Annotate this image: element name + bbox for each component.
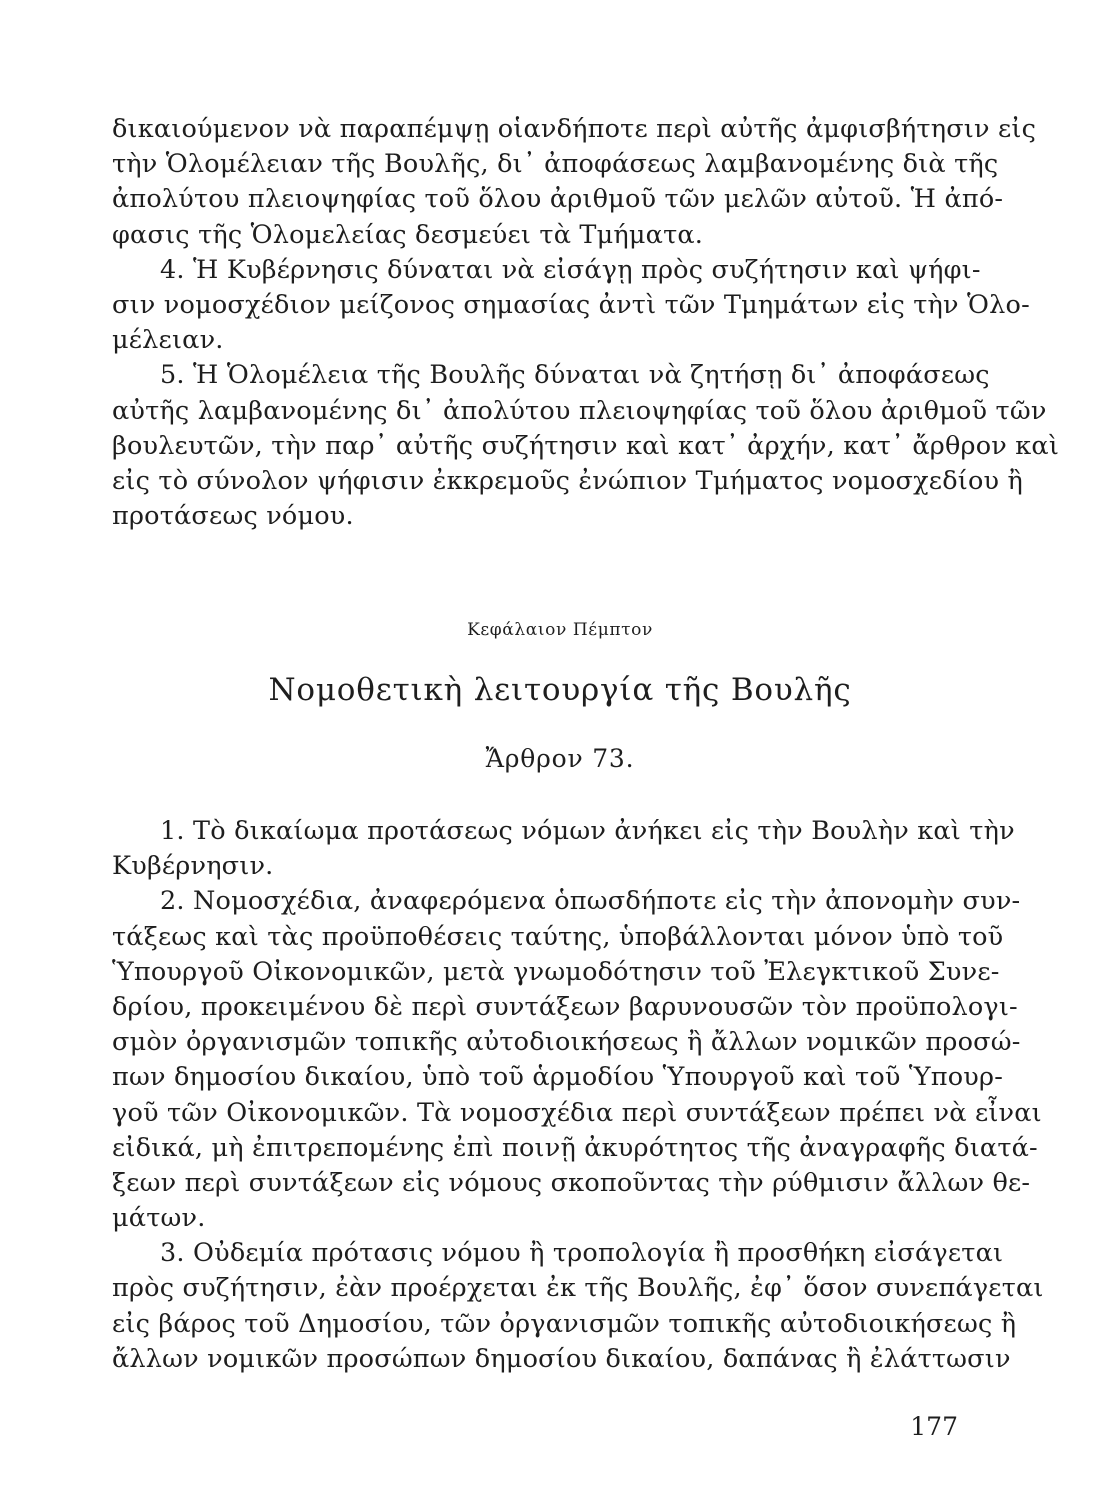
text-line: αὐτῆς λαμβανομένης δι᾽ ἀπολύτου πλειοψηφίας τοῦ ὅλου ἀριθμοῦ τῶν [112, 395, 1047, 426]
text-line: ἀπολύτου πλειοψηφίας τοῦ ὅλου ἀριθμοῦ τῶν μελῶν αὐτοῦ. Ἡ ἀπό- [112, 184, 1004, 215]
text-line: 3. Οὐδεμία πρότασις νόμου ἢ τροπολογία ἢ προσθήκη εἰσάγεται [160, 1238, 1004, 1269]
text-line: 2. Νομοσχέδια, ἀναφερόμενα ὁπωσδήποτε εἰς τὴν ἀπονομὴν συν- [160, 886, 1021, 917]
bottom-text-block [112, 814, 1044, 1377]
text-line: 4. Ἡ Κυβέρνησις δύναται νὰ εἰσάγῃ πρὸς συζήτησιν καὶ ψήφι- [160, 254, 981, 285]
text-line: βουλευτῶν, τὴν παρ᾽ αὐτῆς συζήτησιν καὶ κατ᾽ ἀρχήν, κατ᾽ ἄρθρον καὶ [112, 430, 1060, 461]
text-line: μάτων. [112, 1203, 206, 1234]
text-line: πρὸς συζήτησιν, ἐὰν προέρχεται ἐκ τῆς Βουλῆς, ἐφ᾽ ὅσον συνεπάγεται [112, 1273, 1044, 1304]
text-line: τὴν Ὁλομέλειαν τῆς Βουλῆς, δι᾽ ἀποφάσεως λαμβανομένης διὰ τῆς [112, 149, 999, 180]
text-line: εἰς βάρος τοῦ Δημοσίου, τῶν ὀργανισμῶν τοπικῆς αὐτοδιοικήσεως ἢ [112, 1308, 1017, 1339]
text-line: εἰς τὸ σύνολον ψήφισιν ἐκκρεμοῦς ἐνώπιον Τμήματος νομοσχεδίου ἢ [112, 465, 1023, 496]
text-line: Ὑπουργοῦ Οἰκονομικῶν, μετὰ γνωμοδότησιν τοῦ Ἐλεγκτικοῦ Συνε- [112, 956, 1000, 987]
text-line: σιν νομοσχέδιον μείζονος σημασίας ἀντὶ τῶν Τμημάτων εἰς τὴν Ὁλο- [112, 289, 1030, 320]
text-line: Κυβέρνησιν. [112, 851, 274, 882]
text-line: δρίου, προκειμένου δὲ περὶ συντάξεων βαρυνουσῶν τὸν προϋπολογι- [112, 991, 1018, 1022]
text-line: 5. Ἡ Ὁλομέλεια τῆς Βουλῆς δύναται νὰ ζητήσῃ δι᾽ ἀποφάσεως [160, 360, 990, 391]
text-line: τάξεως καὶ τὰς προϋποθέσεις ταύτης, ὑποβάλλονται μόνον ὑπὸ τοῦ [112, 921, 1004, 952]
text-line: πων δημοσίου δικαίου, ὑπὸ τοῦ ἁρμοδίου Ὑπουργοῦ καὶ τοῦ Ὑπουρ- [112, 1062, 1004, 1093]
top-text-block [112, 112, 1060, 534]
text-line: σμὸν ὀργανισμῶν τοπικῆς αὐτοδιοικήσεως ἢ ἄλλων νομικῶν προσώ- [112, 1027, 1021, 1058]
text-line: ξεων περὶ συντάξεων εἰς νόμους σκοποῦντας τὴν ρύθμισιν ἄλλων θε- [112, 1167, 1031, 1198]
page-number: 177 [910, 1412, 958, 1441]
text-line: μέλειαν. [112, 325, 224, 356]
text-line: εἰδικά, μὴ ἐπιτρεπομένης ἐπὶ ποινῇ ἀκυρότητος τῆς ἀναγραφῆς διατά- [112, 1132, 1038, 1163]
chapter-title: Νομοθετικὴ λειτουργία τῆς Βουλῆς [268, 672, 852, 708]
text-line: γοῦ τῶν Οἰκονομικῶν. Τὰ νομοσχέδια περὶ συντάξεων πρέπει νὰ εἶναι [112, 1097, 1042, 1128]
text-line: δικαιούμενον νὰ παραπέμψῃ οἱανδήποτε περὶ αὐτῆς ἀμφισβήτησιν εἰς [112, 114, 1037, 144]
text-line: προτάσεως νόμου. [112, 501, 354, 532]
article-heading: Ἄρθρον 73. [485, 744, 635, 773]
text-line: 1. Τὸ δικαίωμα προτάσεως νόμων ἀνήκει εἰς τὴν Βουλὴν καὶ τὴν [160, 816, 1015, 846]
text-line: ἄλλων νομικῶν προσώπων δημοσίου δικαίου, δαπάνας ἢ ἐλάττωσιν [112, 1343, 1011, 1374]
text-line: φασις τῆς Ὁλομελείας δεσμεύει τὰ Τμήματα. [112, 219, 704, 250]
chapter-label: Κεφάλαιον Πέμπτον [467, 620, 653, 640]
